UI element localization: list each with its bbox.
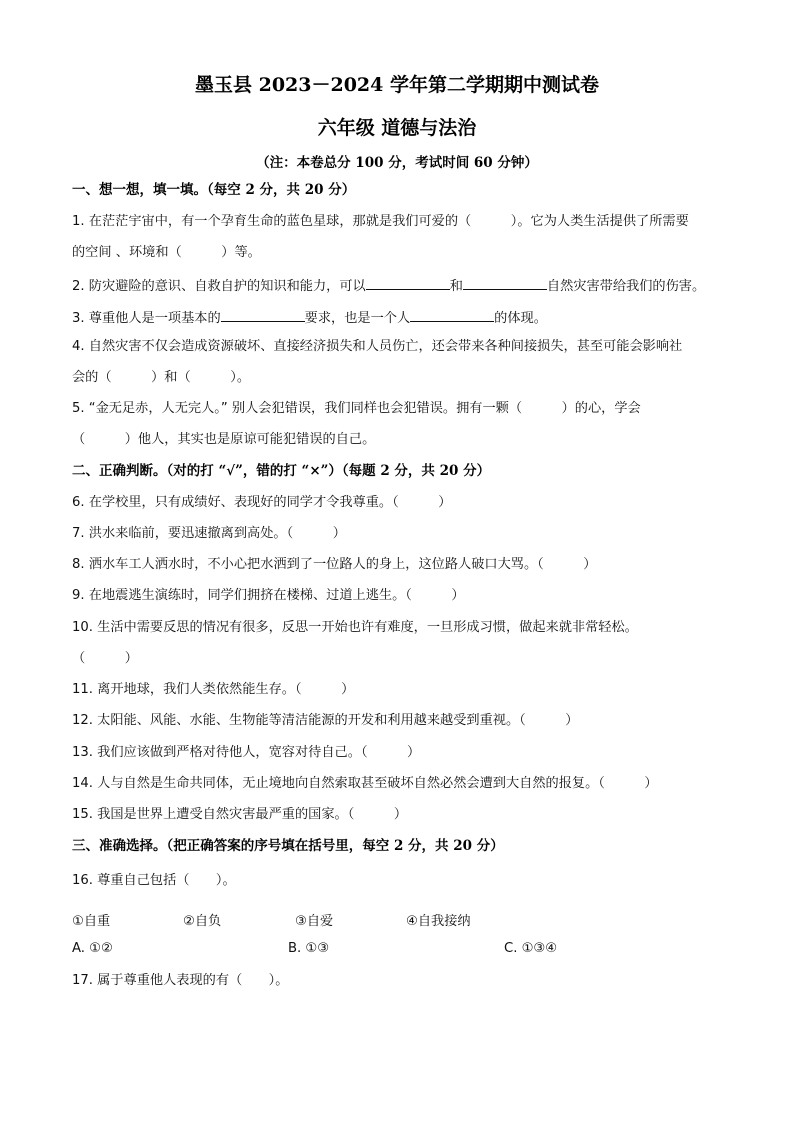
- section-heading-fill-in: 一、想一想，填一填。（每空 2 分，共 20 分）: [72, 182, 356, 198]
- choice-item-4: ④自我接纳: [406, 914, 471, 929]
- question-11: 11. 离开地球，我们人类依然能生存。（ ）: [72, 682, 355, 697]
- question-12: 12. 太阳能、风能、水能、生物能等清洁能源的开发和利用越来越受到重视。（ ）: [72, 713, 579, 728]
- question-4-line-2: 会的（ ）和（ ）。: [72, 370, 251, 385]
- question-5-line-1: 5. “金无足赤，人无完人。” 别人会犯错误，我们同样也会犯错误。拥有一颗（ ）的心，学会: [72, 401, 641, 416]
- question-3-text-a: 3. 尊重他人是一项基本的: [72, 311, 221, 326]
- question-2: [72, 275, 705, 296]
- exam-title: 墨玉县 2023－2024 学年第二学期期中测试卷: [195, 74, 599, 96]
- question-7: 7. 洪水来临前，要迅速撤离到高处。（ ）: [72, 526, 346, 541]
- question-9: 9. 在地震逃生演练时，同学们拥挤在楼梯、过道上逃生。（ ）: [72, 588, 465, 603]
- question-17: 17. 属于尊重他人表现的有（ ）。: [72, 973, 289, 988]
- answer-option-b[interactable]: B. ①③: [288, 941, 330, 956]
- answer-option-c[interactable]: C. ①③④: [504, 941, 558, 956]
- question-16: 16. 尊重自己包括（ ）。: [72, 873, 236, 888]
- question-3-text-b: 要求，也是一个人: [304, 311, 411, 326]
- question-13: 13. 我们应该做到严格对待他人，宽容对待自己。（ ）: [72, 745, 421, 760]
- question-14: 14. 人与自然是生命共同体，无止境地向自然索取甚至破坏自然必然会遭到大自然的报复。（ ）: [72, 776, 658, 791]
- question-5-line-2: （ ）他人，其实也是原谅可能犯错误的自己。: [72, 432, 376, 447]
- question-2-text-c: 自然灾害带给我们的伤害。: [546, 279, 706, 294]
- question-8: 8. 洒水车工人洒水时，不小心把水洒到了一位路人的身上，这位路人破口大骂。（ ）: [72, 557, 597, 572]
- choice-item-2: ②自负: [183, 914, 222, 929]
- answer-blank[interactable]: [221, 307, 305, 322]
- answer-option-a[interactable]: A. ①②: [72, 941, 113, 956]
- question-1-line-2: 的空间 、环境和（ ）等。: [72, 245, 261, 260]
- section-heading-choice: 三、准确选择。（把正确答案的序号填在括号里，每空 2 分，共 20 分）: [72, 838, 504, 854]
- question-4-line-1: 4. 自然灾害不仅会造成资源破坏、直接经济损失和人员伤亡，还会带来各种间接损失，甚至可能会影响社: [72, 339, 683, 354]
- answer-blank[interactable]: [366, 275, 450, 290]
- question-1-line-1: 1. 在茫茫宇宙中，有一个孕育生命的蓝色星球，那就是我们可爱的（ ）。它为人类生活提供了所需要: [72, 214, 689, 229]
- question-10-line-2: （ ）: [72, 651, 138, 666]
- question-15: 15. 我国是世界上遭受自然灾害最严重的国家。（ ）: [72, 807, 408, 822]
- question-6: 6. 在学校里，只有成绩好、表现好的同学才令我尊重。（ ）: [72, 495, 452, 510]
- section-heading-judgement: 二、正确判断。（对的打 “√”，错的打 “×”）（每题 2 分，共 20 分）: [72, 463, 491, 479]
- exam-subtitle: 六年级 道德与法治: [317, 117, 477, 139]
- answer-blank[interactable]: [410, 307, 494, 322]
- question-3-text-c: 的体现。: [494, 311, 547, 326]
- choice-item-3: ③自爱: [295, 914, 334, 929]
- choice-item-1: ①自重: [72, 914, 111, 929]
- exam-note: （注：本卷总分 100 分，考试时间 60 分钟）: [256, 155, 538, 171]
- question-2-text-b: 和: [449, 279, 463, 294]
- question-10-line-1: 10. 生活中需要反思的情况有很多，反思一开始也许有难度，一旦形成习惯，做起来就非常轻松。: [72, 620, 638, 635]
- answer-blank[interactable]: [463, 275, 547, 290]
- question-3: [72, 307, 547, 328]
- question-2-text-a: 2. 防灾避险的意识、自救自护的知识和能力，可以: [72, 279, 366, 294]
